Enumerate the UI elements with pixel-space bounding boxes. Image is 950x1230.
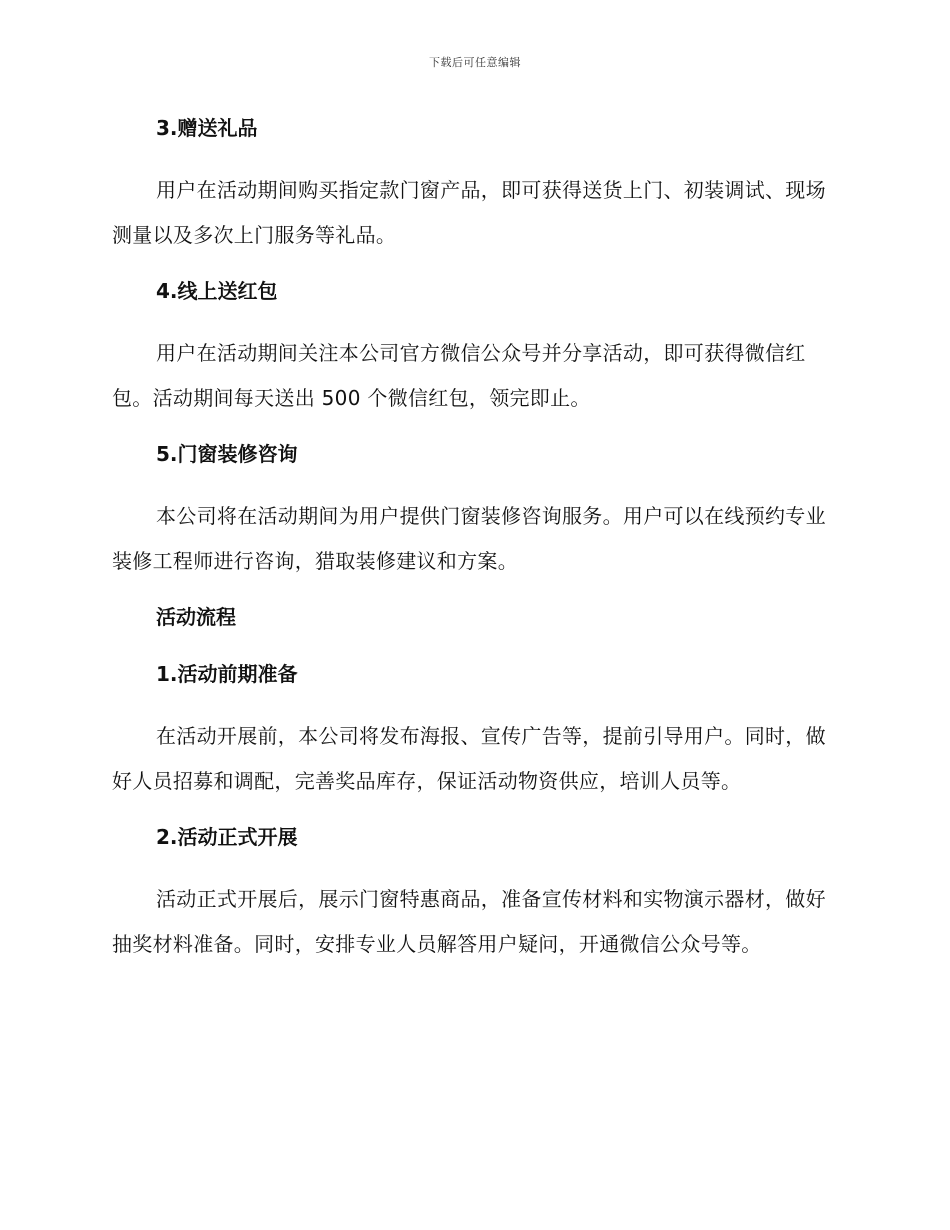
section-paragraph-consulting: 本公司将在活动期间为用户提供门窗装修咨询服务。用户可以在线预约专业装修工程师进行咨询，猎取装修建议和方案。 [112, 504, 826, 573]
section-heading-launch: 2.活动正式开展 [156, 825, 298, 849]
section-heading-gifts: 3.赠送礼品 [156, 116, 258, 140]
section-heading-preparation: 1.活动前期准备 [156, 662, 298, 686]
section-heading-consulting: 5.门窗装修咨询 [156, 442, 298, 466]
section-paragraph-gifts: 用户在活动期间购买指定款门窗产品，即可获得送货上门、初装调试、现场测量以及多次上门服务等礼品。 [112, 178, 826, 247]
document-body [112, 112, 832, 967]
section-paragraph-preparation: 在活动开展前，本公司将发布海报、宣传广告等，提前引导用户。同时，做好人员招募和调配，完善奖品库存，保证活动物资供应，培训人员等。 [112, 724, 826, 793]
section-paragraph-launch: 活动正式开展后，展示门窗特惠商品，准备宣传材料和实物演示器材，做好抽奖材料准备。同时，安排专业人员解答用户疑问，开通微信公众号等。 [112, 887, 826, 956]
page-header-note: 下载后可任意编辑 [429, 56, 521, 69]
section-paragraph-red-envelope: 用户在活动期间关注本公司官方微信公众号并分享活动，即可获得微信红包。活动期间每天送出 500 个微信红包，领完即止。 [112, 341, 806, 410]
section-heading-red-envelope: 4.线上送红包 [156, 279, 278, 303]
section-heading-process: 活动流程 [156, 605, 236, 629]
